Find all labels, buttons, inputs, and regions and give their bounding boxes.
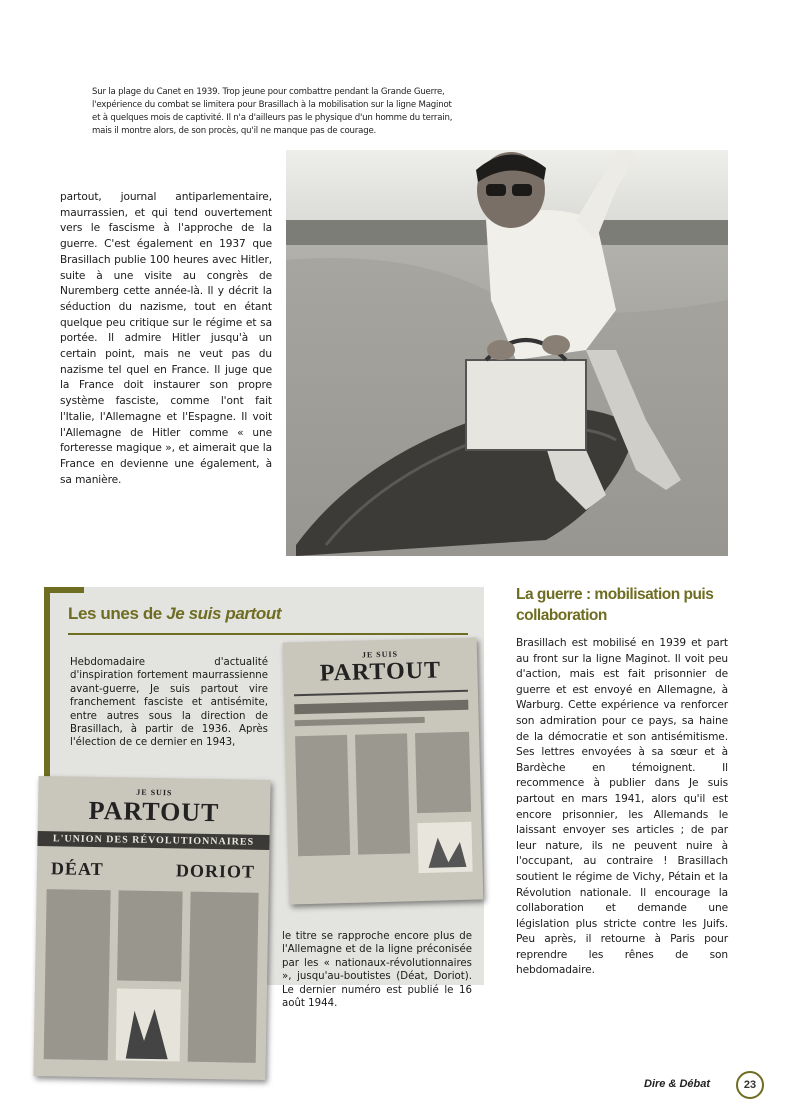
photo-caption: Sur la plage du Canet en 1939. Trop jeune pour combattre pendant la Grande Guerre, l'expérience du combat se limitera pour Brasillach à la mobilisation sur la ligne Maginot et à quelques mois de captivité. Il n'a d'ailleurs pas le physique d'un homme du terrain, mais il montre alors, de son procès, qu'il ne manque pas de courage. — [92, 87, 453, 136]
section-text: Brasillach est mobilisé en 1939 et part au front sur la ligne Maginot. Il voit peu d'action, mais est fait prisonnier de guerre et est envoyé en Allemagne, à Warburg. Cette expérience va renforcer son admiration pour ce pays, sa haine de la démocratie et son antisémitisme. Ses lettres envoyées à sa sœur et à Bardèche en témoignent. Il recommence à publier dans Je suis partout en mars 1941, alors qu'il est encore prisonnier, les Allemands le laissant envoyer ses articles ; de par leur nature, ils ne peuvent nuire à l'occupant, au contraire ! Brasillach soutient le régime de Vichy, Pétain et la Révolution nationale. Il encourage la collaboration et demande une législation plus stricte contre les Juifs. Peu après, il retourne à Paris pour reprendre les rênes de son hebdomadaire. — [516, 637, 728, 977]
paper2-masthead: PARTOUT — [88, 795, 220, 828]
paper2-columns — [33, 879, 268, 1080]
paper2-name-left: DÉAT — [50, 858, 104, 880]
footer-brand: Dire & Débat — [644, 1078, 711, 1090]
box-accent-horizontal — [44, 587, 84, 593]
paper1-mast-top: JE SUIS — [361, 649, 399, 660]
paper1-masthead: PARTOUT — [319, 657, 442, 687]
newspaper-front-page-2 — [33, 776, 270, 1080]
box-title-italic: Je suis partout — [166, 604, 282, 623]
section-heading: La guerre : mobilisation puis collaboration — [516, 586, 714, 624]
box-title-prefix: Les unes de — [68, 604, 167, 623]
paper1-columns — [284, 691, 483, 896]
paper2-mast-top: JE SUIS — [136, 787, 173, 798]
paper2-headline: L'UNION DES RÉVOLUTIONNAIRES — [37, 831, 269, 850]
beach-photo — [286, 150, 728, 556]
lead-article-text: partout, journal antiparlementaire, maurrassien, et qui tend ouvertement vers le fascisme à l'approche de la guerre. C'est également en 1937 que Brasillach publie 100 heures avec Hitler, suite à une visite au congrès de Nuremberg cette année-là. Il y décrit la séduction du nazisme, tout en étant quelque peu critique sur le régime et sa portée. Il admire Hitler jusqu'à un certain point, mais ne veut pas du nazisme tel quel en France. Il juge que la France doit instaurer son propre système fasciste, comme l'ont fait l'Italie, l'Allemagne et l'Espagne. Il voit l'Allemagne de Hitler comme « une forteresse magique », et aimerait que la France en devienne une également, à sa manière. — [60, 191, 272, 486]
box-text: Hebdomadaire d'actualité d'inspiration fortement maurrassienne avant-guerre, Je suis partout vire franchement fasciste et antisémite, entre autres sous la direction de Brasillach, à partir de 1936. Après l'élection de ce dernier en 1943, — [70, 657, 268, 749]
page-number: 23 — [736, 1071, 764, 1099]
box-title — [68, 604, 468, 624]
paper2-names — [37, 846, 270, 883]
paper2-name-right: DORIOT — [175, 860, 256, 882]
newspaper-front-page-1 — [283, 638, 484, 905]
box-text-continued: le titre se rapproche encore plus de l'Allemagne et de la ligne préconisée par les « nationaux-révolutionnaires », jusqu'au-boutistes (Déat, Doriot). Le dernier numéro est publié le 16 août 1944. — [282, 931, 472, 1010]
box-title-rule — [68, 633, 468, 635]
